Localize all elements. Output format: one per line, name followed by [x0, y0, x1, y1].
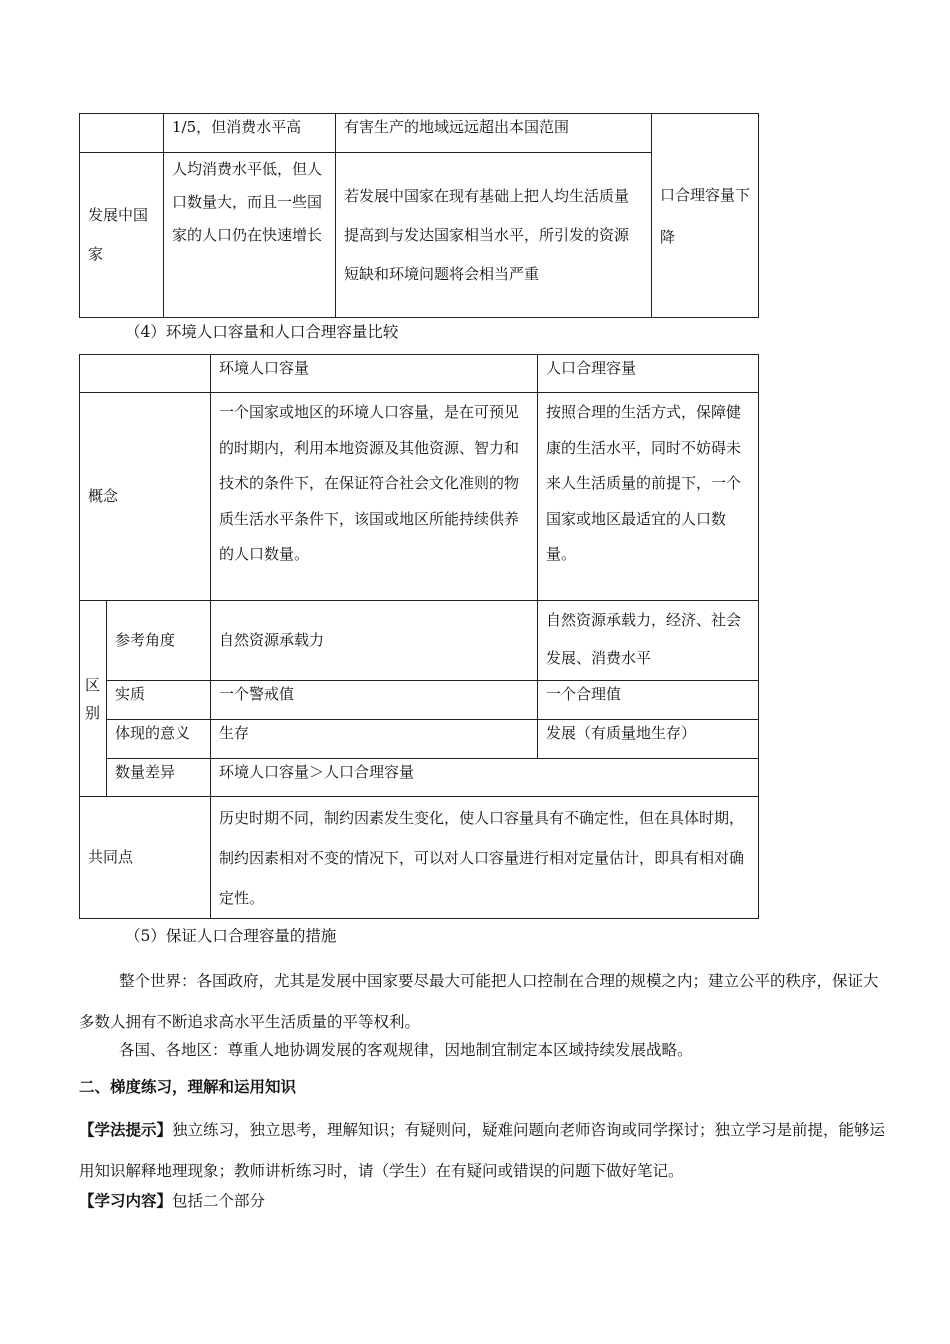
- table1-row1-impact: 有害生产的地域远远超出本国范围: [336, 114, 652, 153]
- table1-row1-country: [80, 114, 164, 153]
- header-empty-cell: [80, 355, 211, 393]
- difference-label: 区别: [80, 601, 107, 797]
- diff-row-meaning-reasonable: 发展（有质量地生存）: [538, 720, 759, 759]
- capacity-comparison-table: [79, 354, 759, 919]
- diff-row-quantity-value: 环境人口容量＞人口合理容量: [211, 759, 759, 797]
- diff-row-perspective-environment: 自然资源承载力: [211, 601, 538, 681]
- learning-content-text: 包括二个部分: [172, 1192, 266, 1210]
- concept-reasonable: 按照合理的生活方式，保障健康的生活水平，同时不妨碍未来人生活质量的前提下，一个国家或地区最适宜的人口数量。: [538, 393, 759, 601]
- part2-heading: 二、梯度练习，理解和运用知识: [79, 1078, 297, 1096]
- population-consumption-table: [79, 113, 759, 318]
- table1-conclusion: 口合理容量下降: [652, 114, 759, 318]
- method-tip-text: 独立练习，独立思考，理解知识；有疑则问，疑难问题向老师咨询或同学探讨；独立学习是前提，能够运用知识解释地理现象；教师讲析练习时，请（学生）在有疑问或错误的问题下做好笔记。: [79, 1121, 886, 1180]
- diff-row-quantity-label: 数量差异: [107, 759, 211, 797]
- section4-heading: （4）环境人口容量和人口合理容量比较: [125, 323, 399, 341]
- common-text: 历史时期不同，制约因素发生变化，使人口容量具有不确定性，但在具体时期，制约因素相对不变的情况下，可以对人口容量进行相对定量估计，即具有相对确定性。: [211, 797, 759, 919]
- learning-content-label: 【学习内容】: [79, 1192, 173, 1210]
- concept-environment: 一个国家或地区的环境人口容量，是在可预见的时期内，利用本地资源及其他资源、智力和技术的条件下，在保证符合社会文化准则的物质生活水平条件下，该国或地区所能持续供养的人口数量。: [211, 393, 538, 601]
- diff-row-perspective-reasonable: 自然资源承载力，经济、社会发展、消费水平: [538, 601, 759, 681]
- method-tip-label: 【学法提示】: [79, 1121, 173, 1139]
- concept-label: 概念: [80, 393, 211, 601]
- diff-row-perspective-label: 参考角度: [107, 601, 211, 681]
- region-measures-paragraph: 各国、各地区：尊重人地协调发展的客观规律，因地制宜制定本区域持续发展战略。: [119, 1041, 693, 1059]
- world-measures-paragraph: 整个世界：各国政府，尤其是发展中国家要尽最大可能把人口控制在合理的规模之内；建立公平的秩序，保证大多数人拥有不断追求高水平生活质量的平等权利。: [79, 972, 879, 1031]
- table1-row1-population: 1/5，但消费水平高: [164, 114, 336, 153]
- learning-content-paragraph: [79, 1191, 889, 1211]
- diff-row-meaning-environment: 生存: [211, 720, 538, 759]
- section5-heading: （5）保证人口合理容量的措施: [125, 927, 337, 945]
- table1-row2-country: 发展中国家: [80, 153, 164, 318]
- diff-row-essence-label: 实质: [107, 681, 211, 720]
- diff-row-essence-environment: 一个警戒值: [211, 681, 538, 720]
- header-reasonable-capacity: 人口合理容量: [538, 355, 759, 393]
- common-label: 共同点: [80, 797, 211, 919]
- method-tip-paragraph: [79, 1110, 889, 1192]
- diff-row-meaning-label: 体现的意义: [107, 720, 211, 759]
- diff-row-essence-reasonable: 一个合理值: [538, 681, 759, 720]
- header-environment-capacity: 环境人口容量: [211, 355, 538, 393]
- table1-row2-population: 人均消费水平低，但人口数量大，而且一些国家的人口仍在快速增长: [164, 153, 336, 318]
- table1-row2-impact: 若发展中国家在现有基础上把人均生活质量提高到与发达国家相当水平，所引发的资源短缺和环境问题将会相当严重: [336, 153, 652, 318]
